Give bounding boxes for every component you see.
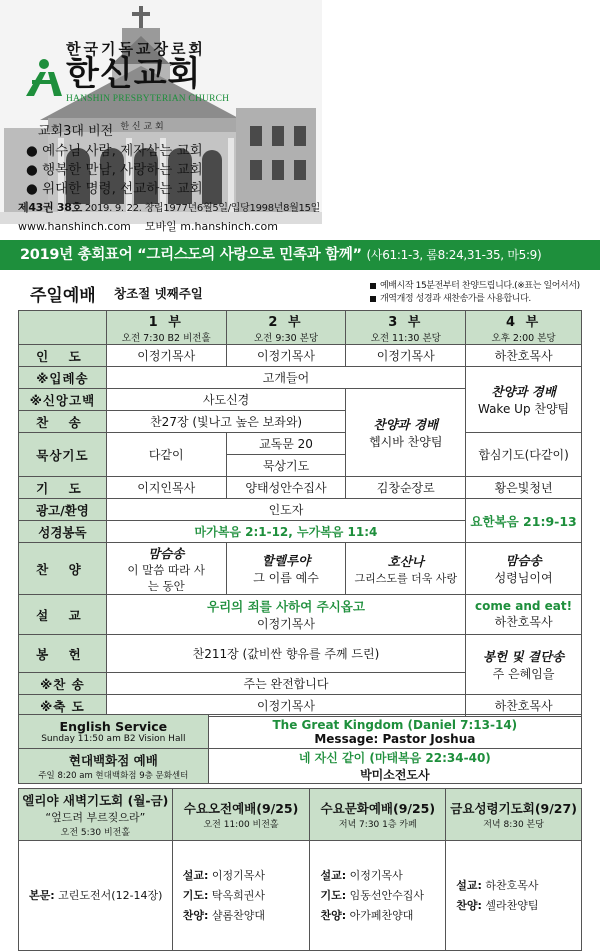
cell: 찬27장 (빛나고 높은 보좌와) (106, 411, 346, 433)
annual-motto-banner (0, 240, 600, 270)
cell: 이정기목사 (106, 695, 465, 717)
cell: 양태성안수집사 (226, 477, 346, 499)
weekday-body: 설교: 이정기목사 기도: 탁옥희권사 찬양: 샬롬찬양대 (172, 841, 310, 951)
church-name: 한신교회 (66, 54, 202, 94)
table-row (19, 595, 582, 635)
anthem-cell: 할렐루야 그 이름 예수 (226, 543, 346, 595)
cell: 하찬호목사 (466, 695, 582, 717)
row-label: 찬 양 (19, 543, 107, 595)
weekday-header: 수요문화예배(9/25) 저녁 7:30 1층 카페 (310, 789, 446, 841)
cell: 사도신경 (106, 389, 346, 411)
worship-title-row (0, 276, 600, 308)
english-service-info: The Great Kingdom (Daniel 7:13-14) Message: Pastor Joshua (208, 715, 581, 749)
cell: 고개들어 (106, 367, 465, 389)
row-label: 찬 송 (19, 411, 107, 433)
anthem-cell: 맘슴송 성령님이여 (466, 543, 582, 595)
table-row (19, 433, 582, 455)
weekday-body: 설교: 하찬호목사 찬양: 셀라찬양팀 (446, 841, 582, 951)
row-label: 인 도 (19, 345, 107, 367)
vision-title: 교회3대 비전 (38, 124, 114, 139)
weekday-body-row (19, 841, 582, 951)
english-service-label: English Service Sunday 11:50 am B2 Vision Hall (19, 715, 209, 749)
weekday-body: 설교: 이정기목사 기도: 임동선안수집사 찬양: 아가페찬양대 (310, 841, 446, 951)
english-service-row (19, 715, 582, 749)
row-label: 기 도 (19, 477, 107, 499)
praise-cell: 찬양과 경배 Wake Up 찬양팀 (466, 367, 582, 433)
service-header: 2 부 오전 9:30 본당 (226, 311, 346, 345)
weekday-services-table (18, 788, 582, 951)
cell: 합심기도(다같이) (466, 433, 582, 477)
row-label: ※축 도 (19, 695, 107, 717)
service-header: 1 부 오전 7:30 B2 비전홀 (106, 311, 226, 345)
notice: 예배시작 15분전부터 찬양드립니다.(※표는 일어서서) (370, 278, 580, 291)
cell: 교독문 20 (226, 433, 346, 455)
sermon-cell: 우리의 죄를 사하여 주시옵고 이정기목사 (106, 595, 465, 635)
sermon-4-cell: come and eat! 하찬호목사 (466, 595, 582, 635)
header (0, 0, 600, 238)
cell: 묵상기도 (226, 455, 346, 477)
sunday-service-table (18, 310, 582, 717)
row-label: 묵상기도 (19, 433, 107, 477)
table-row (19, 635, 582, 673)
cell: 하찬호목사 (466, 345, 582, 367)
vision-item: ● 행복한 만남, 사랑하는 교회 (26, 162, 203, 178)
church-name-en: HANSHIN PRESBYTERIAN CHURCH (66, 94, 230, 104)
vision-item: ● 위대한 명령, 선교하는 교회 (26, 181, 203, 197)
praise-cell: 찬양과 경배 헵시바 찬양팀 (346, 389, 466, 477)
church-logo-icon (22, 56, 66, 100)
weekday-header: 금요성령기도회(9/27) 저녁 8:30 본당 (446, 789, 582, 841)
scripture-4-cell: 요한복음 21:9-13 (466, 499, 582, 543)
notice: 개역개정 성경과 새찬송가를 사용합니다. (370, 291, 531, 304)
cell: 다같이 (106, 433, 226, 477)
table-header-row (19, 311, 582, 345)
dept-service-info: 네 자신 같이 (마태복음 22:34-40) 박미소전도사 (208, 749, 581, 784)
row-label: ※찬 송 (19, 673, 107, 695)
cell: 찬211장 (값비싼 향유를 주께 드린) (106, 635, 465, 673)
cell: 주는 완전합니다 (106, 673, 465, 695)
website-link[interactable]: www.hanshinch.com (18, 220, 131, 233)
weekday-header: 엘리야 새벽기도회 (월-금) “엎드려 부르짖으라” 오전 5:30 비전홀 (19, 789, 173, 841)
header-blank (19, 311, 107, 345)
anthem-cell: 맘슴송 이 말씀 따라 사는 동안 (106, 543, 226, 595)
web-info (18, 218, 278, 234)
worship-title: 주일예배 (30, 286, 96, 306)
table-row (19, 477, 582, 499)
scripture-cell: 마가복음 2:1-12, 누가복음 11:4 (106, 521, 465, 543)
issue-info: 제43권 38호 2019. 9. 22. 창립1977년6월5일/입당1998년8월15일 (18, 201, 321, 214)
table-row (19, 543, 582, 595)
row-label: 광고/환영 (19, 499, 107, 521)
cell: 이정기목사 (106, 345, 226, 367)
table-row (19, 367, 582, 389)
svg-text:한 신 교 회: 한 신 교 회 (120, 122, 164, 132)
motto-refs: (사61:1-3, 롬8:24,31-35, 마5:9) (366, 248, 542, 262)
weekday-header: 수요오전예배(9/25) 오전 11:00 비전홀 (172, 789, 310, 841)
cell: 이정기목사 (346, 345, 466, 367)
cell: 이정기목사 (226, 345, 346, 367)
row-label: ※입례송 (19, 367, 107, 389)
denomination: 한국기독교장로회 (66, 40, 206, 58)
row-label: ※신앙고백 (19, 389, 107, 411)
other-services-table (18, 714, 582, 784)
dept-service-row (19, 749, 582, 784)
worship-subtitle: 창조절 넷째주일 (114, 286, 203, 301)
dept-service-label: 현대백화점 예배 주일 8:20 am 현대백화점 9층 문화센터 (19, 749, 209, 784)
row-label: 봉 헌 (19, 635, 107, 673)
table-row (19, 345, 582, 367)
anthem-cell: 호산나 그리스도를 더욱 사랑 (346, 543, 466, 595)
cell: 이지인목사 (106, 477, 226, 499)
row-label: 설 교 (19, 595, 107, 635)
table-row (19, 499, 582, 521)
motto-text: 2019년 총회표어 “그리스도의 사랑으로 민족과 함께” (20, 247, 362, 263)
mobile-link[interactable]: 모바일 m.hanshinch.com (144, 220, 278, 233)
service-header: 4 부 오후 2:00 본당 (466, 311, 582, 345)
weekday-body: 본문: 고린도전서(12-14장) (19, 841, 173, 951)
weekday-header-row (19, 789, 582, 841)
offering-4-cell: 봉헌 및 결단송 주 은혜임을 (466, 635, 582, 695)
service-header: 3 부 오전 11:30 본당 (346, 311, 466, 345)
row-label: 성경봉독 (19, 521, 107, 543)
cell: 인도자 (106, 499, 465, 521)
vision-item: ● 예수님 사람, 제자삼는 교회 (26, 143, 203, 159)
cell: 김창순장로 (346, 477, 466, 499)
cell: 황은빛청년 (466, 477, 582, 499)
